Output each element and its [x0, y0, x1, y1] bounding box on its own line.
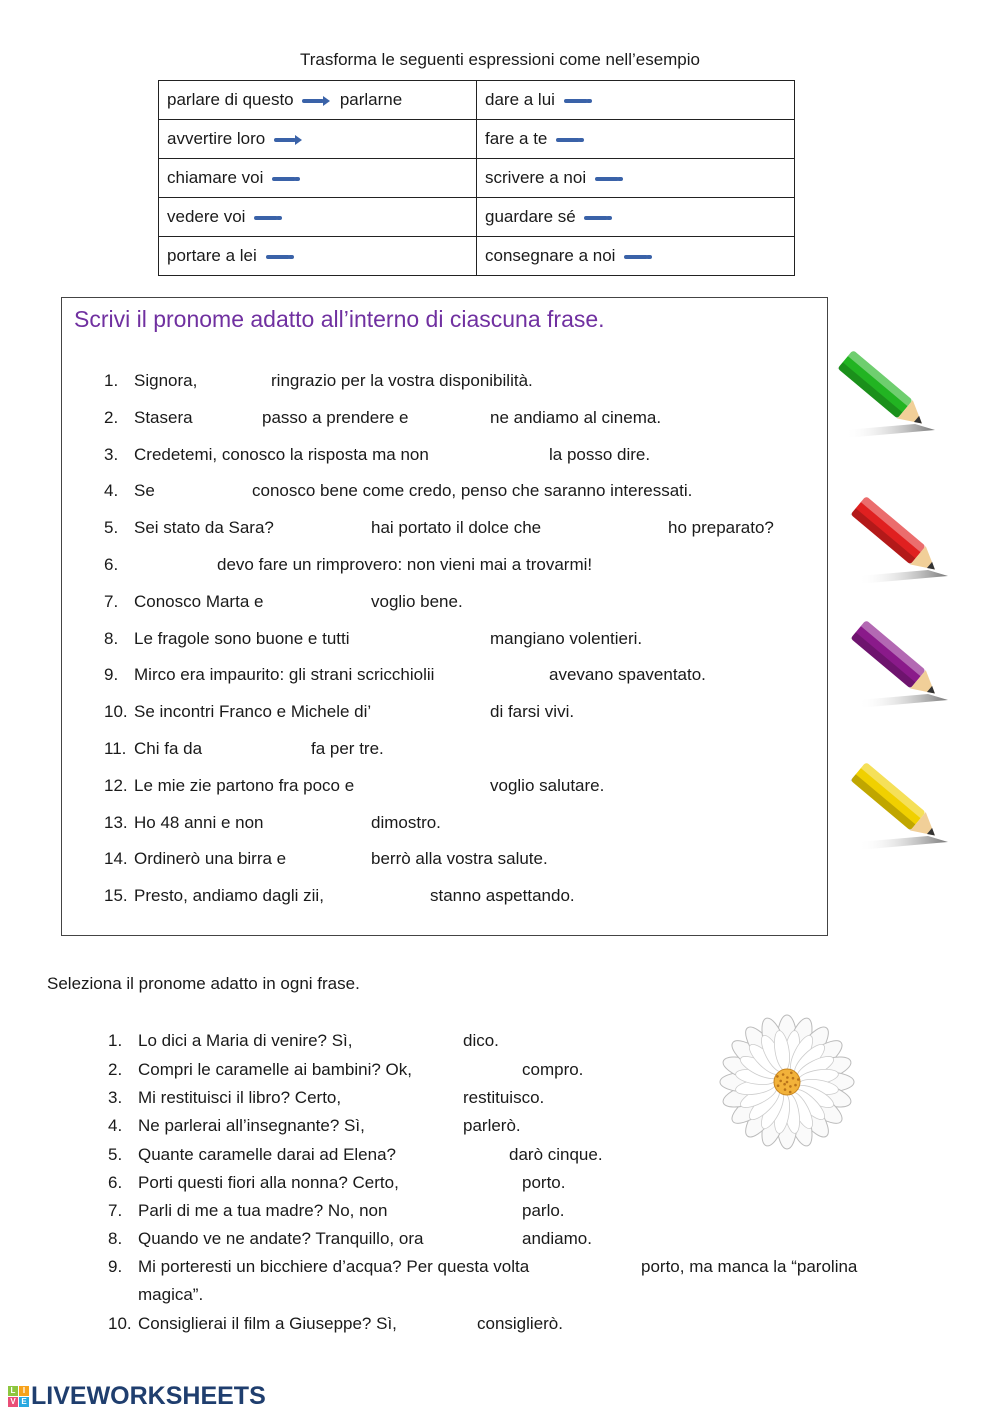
sentence-part: dico.: [463, 1031, 499, 1050]
expression: guardare sé: [485, 207, 576, 226]
section3-title: Seleziona il pronome adatto in ogni frase.: [47, 974, 360, 993]
section1-title: Trasforma le seguenti espressioni come nell’esempio: [300, 50, 700, 69]
item-number: 5.: [108, 1145, 123, 1164]
arrow-icon: [266, 252, 296, 262]
item-number: 10.: [108, 1314, 132, 1333]
sentence-part: Stasera: [134, 407, 193, 427]
table-cell: [159, 120, 477, 159]
sentence-part: Presto, andiamo dagli zii,: [134, 886, 324, 906]
sentence-part: Credetemi, conosco la risposta ma non: [134, 444, 429, 464]
sentence-item: [0, 849, 1000, 871]
item-number: 7.: [104, 591, 119, 611]
arrow-icon: [564, 96, 594, 106]
sentence-part: stanno aspettando.: [430, 886, 575, 906]
pencil-icon: [848, 752, 958, 852]
expression: parlare di questo: [167, 90, 294, 109]
sentence-part: voglio salutare.: [490, 775, 605, 795]
arrow-icon: [556, 135, 586, 145]
table-cell: [477, 159, 795, 198]
arrow-icon: [595, 174, 625, 184]
table-cell: [159, 81, 477, 120]
sentence-part: restituisco.: [463, 1088, 545, 1107]
sentence-part: consiglierò.: [477, 1314, 563, 1333]
sentence-part: Ho 48 anni e non: [134, 812, 264, 832]
example-answer: parlarne: [339, 90, 403, 109]
sentence-part: fa per tre.: [311, 739, 384, 758]
arrow-icon: [254, 213, 284, 223]
sentence-part: Ne parlerai all’insegnante? Sì,: [138, 1116, 365, 1135]
sentence-part: mangiano volentieri.: [490, 628, 643, 648]
item-number: 15.: [104, 886, 128, 906]
sentence-part: Compri le caramelle ai bambini? Ok,: [138, 1060, 412, 1079]
sentence-part: Quando ve ne andate? Tranquillo, ora: [138, 1229, 424, 1248]
pencil-icon: [848, 486, 958, 586]
sentence-item: [0, 1173, 1000, 1195]
item-number: 10.: [104, 702, 128, 722]
sentence-part: Ordinerò una birra e: [134, 849, 287, 869]
logo-letter: L: [8, 1386, 18, 1396]
item-number: 4.: [104, 481, 119, 501]
item-number: 8.: [108, 1229, 123, 1248]
expression: consegnare a noi: [485, 246, 616, 265]
sentence-part: Porti questi fiori alla nonna? Certo,: [138, 1173, 399, 1192]
sentence-part: Lo dici a Maria di venire? Sì,: [138, 1031, 353, 1050]
logo-letter: I: [19, 1386, 29, 1396]
transform-table: [158, 80, 795, 276]
table-cell: [477, 237, 795, 276]
table-row: [159, 81, 795, 120]
sentence-part: dimostro.: [371, 812, 441, 832]
table-row: [159, 237, 795, 276]
sentence-part: Mi porteresti un bicchiere d’acqua? Per questa volta: [138, 1257, 530, 1276]
daisy-flower-image: [718, 1014, 856, 1150]
table-cell: [159, 237, 477, 276]
sentence-part: Se incontri Franco e Michele di’: [134, 702, 372, 722]
arrow-icon: [274, 135, 302, 145]
item-number: 3.: [108, 1088, 123, 1107]
sentence-part: darò cinque.: [509, 1145, 603, 1164]
logo-text: LIVEWORKSHEETS: [31, 1382, 266, 1410]
sentence-part: andiamo.: [522, 1229, 592, 1248]
item-number: 12.: [104, 775, 128, 795]
sentence-part: Conosco Marta e: [134, 591, 264, 611]
item-number: 13.: [104, 812, 128, 832]
item-number: 2.: [104, 407, 119, 427]
arrow-icon: [272, 174, 302, 184]
sentence-item: [0, 1314, 1000, 1336]
table-cell: [159, 159, 477, 198]
sentence-part: berrò alla vostra salute.: [371, 849, 548, 869]
expression: dare a lui: [485, 90, 555, 109]
sentence-item: [0, 1229, 1000, 1251]
item-number: 1.: [108, 1031, 123, 1050]
sentence-part: Quante caramelle darai ad Elena?: [138, 1145, 396, 1164]
sentence-part: devo fare un rimprovero: non vieni mai a trovarmi!: [217, 555, 593, 574]
sentence-item: [0, 445, 1000, 467]
sentence-continuation: magica”.: [138, 1285, 204, 1304]
sentence-part: ne andiamo al cinema.: [490, 407, 662, 427]
sentence-part: Parli di me a tua madre? No, non: [138, 1201, 388, 1220]
arrow-icon: [584, 213, 614, 223]
sentence-part: ringrazio per la vostra disponibilità.: [271, 371, 533, 390]
item-number: 7.: [108, 1201, 123, 1220]
pencil-icon: [848, 610, 958, 710]
sentence-part: passo a prendere e: [262, 407, 409, 427]
expression: fare a te: [485, 129, 548, 148]
sentence-part: avevano spaventato.: [549, 665, 706, 685]
sentence-part: compro.: [522, 1060, 584, 1079]
sentence-part: voglio bene.: [371, 591, 463, 611]
sentence-item: [0, 1257, 1000, 1304]
section2-title: Scrivi il pronome adatto all’interno di ciascuna frase.: [74, 306, 605, 332]
sentence-part: Le mie zie partono fra poco e: [134, 775, 355, 795]
item-number: 9.: [108, 1257, 123, 1276]
logo-mark-icon: [8, 1386, 29, 1407]
sentence-part: Signora,: [134, 371, 198, 390]
sentence-part: porto, ma manca la “parolina: [641, 1257, 858, 1276]
pencil-icon: [835, 340, 945, 440]
table-row: [159, 159, 795, 198]
expression: scrivere a noi: [485, 168, 587, 187]
sentence-part: Chi fa da: [134, 739, 203, 758]
item-number: 4.: [108, 1116, 123, 1135]
item-number: 6.: [104, 555, 119, 574]
item-number: 1.: [104, 371, 119, 390]
sentence-part: Mi restituisci il libro? Certo,: [138, 1088, 342, 1107]
logo-letter: E: [19, 1397, 29, 1407]
sentence-part: Consiglierai il film a Giuseppe? Sì,: [138, 1314, 397, 1333]
table-row: [159, 120, 795, 159]
sentence-part: parlo.: [522, 1201, 565, 1220]
logo-letter: V: [8, 1397, 18, 1407]
sentence-part: Se: [134, 481, 155, 501]
table-cell: [477, 198, 795, 237]
item-number: 6.: [108, 1173, 123, 1192]
expression: chiamare voi: [167, 168, 264, 187]
expression: portare a lei: [167, 246, 257, 265]
item-number: 2.: [108, 1060, 123, 1079]
sentence-part: Mirco era impaurito: gli strani scricchiolii: [134, 665, 435, 685]
sentence-part: porto.: [522, 1173, 566, 1192]
expression: avvertire loro: [167, 129, 266, 148]
sentence-part: Sei stato da Sara?: [134, 518, 274, 538]
sentence-part: di farsi vivi.: [490, 702, 575, 722]
item-number: 14.: [104, 849, 128, 869]
sentence-item: [0, 1201, 1000, 1223]
table-cell: [477, 81, 795, 120]
table-row: [159, 198, 795, 237]
arrow-icon: [624, 252, 654, 262]
item-number: 3.: [104, 444, 119, 464]
sentence-part: ho preparato?: [668, 518, 774, 538]
arrow-icon: [302, 96, 330, 106]
sentence-part: parlerò.: [463, 1116, 521, 1135]
item-number: 5.: [104, 518, 119, 538]
item-number: 11.: [104, 739, 127, 758]
liveworksheets-logo: [8, 1382, 266, 1411]
item-number: 9.: [104, 665, 119, 685]
table-cell: [159, 198, 477, 237]
sentence-part: Le fragole sono buone e tutti: [134, 628, 350, 648]
expression: vedere voi: [167, 207, 246, 226]
sentence-part: la posso dire.: [549, 444, 651, 464]
sentence-part: conosco bene come credo, penso che saranno interessati.: [252, 481, 693, 501]
sentence-item: [0, 886, 1000, 908]
table-cell: [477, 120, 795, 159]
sentence-part: hai portato il dolce che: [371, 518, 542, 538]
item-number: 8.: [104, 628, 119, 648]
